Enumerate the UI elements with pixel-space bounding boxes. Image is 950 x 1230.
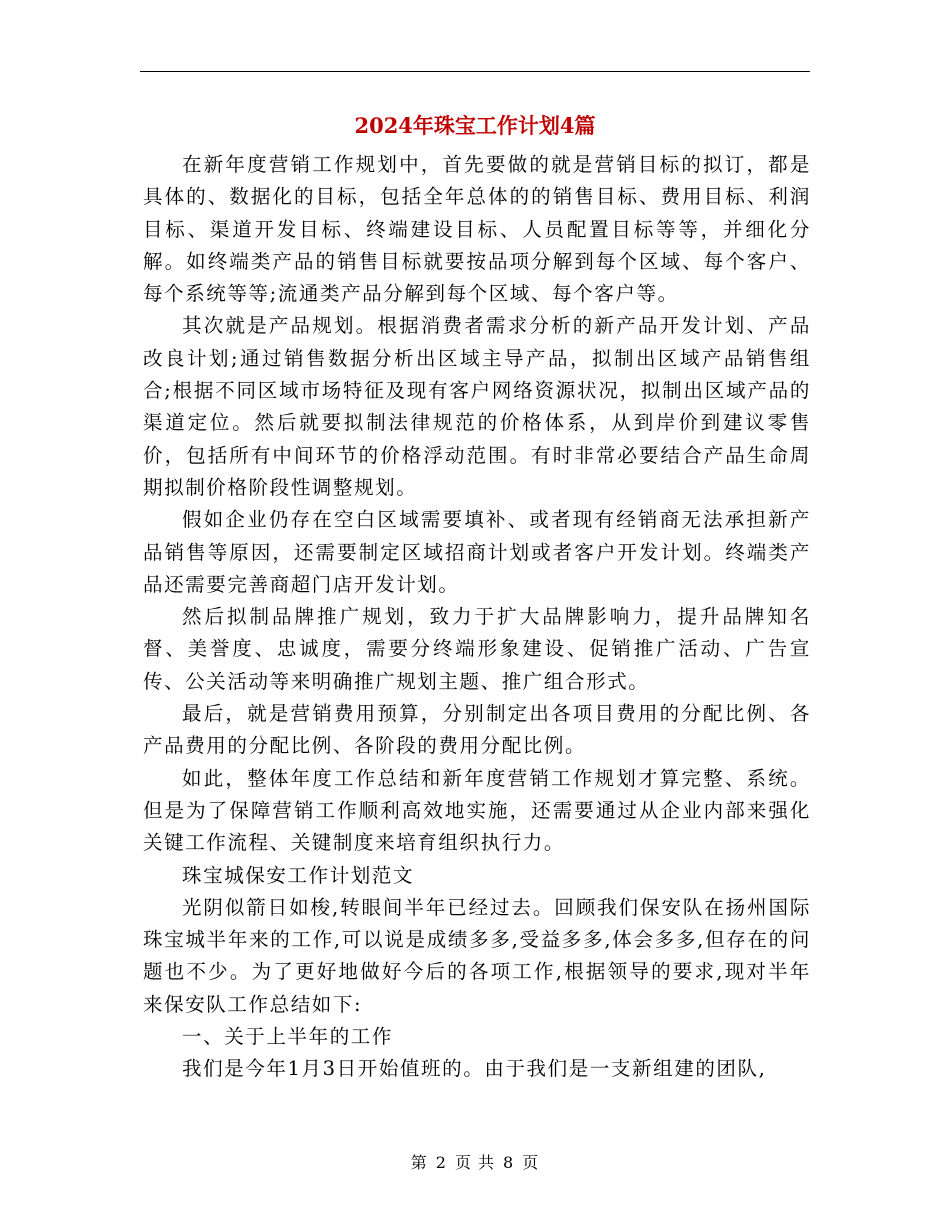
footer-total-pages: 8: [503, 1153, 515, 1172]
paragraph: 如此，整体年度工作总结和新年度营销工作规划才算完整、系统。但是为了保障营销工作顺利高效地实施，还需要通过从企业内部来强化关键工作流程、关键制度来培育组织执行力。: [143, 766, 811, 855]
paragraph: 最后，就是营销费用预算，分别制定出各项目费用的分配比例、各产品费用的分配比例、各阶段的费用分配比例。: [143, 702, 811, 758]
paragraph: 然后拟制品牌推广规划，致力于扩大品牌影响力，提升品牌知名督、美誉度、忠诚度，需要分终端形象建设、促销推广活动、广告宣传、公关活动等来明确推广规划主题、推广组合形式。: [143, 605, 811, 693]
footer-prefix: 第: [410, 1153, 428, 1172]
paragraph: 我们是今年1月3日开始值班的。由于我们是一支新组建的团队,: [182, 1057, 767, 1081]
section-heading: 一、关于上半年的工作: [182, 1025, 394, 1049]
document-title: 2024年珠宝工作计划4篇: [354, 113, 596, 138]
footer-middle: 页 共: [454, 1153, 496, 1172]
document-body: [143, 149, 811, 1086]
paragraph: 光阴似箭日如梭,转眼间半年已经过去。回顾我们保安队在扬州国际珠宝城半年来的工作,可以说是成绩多多,受益多多,体会多多,但存在的问题也不少。为了更好地做好今后的各项工作,根据领导的要求,现对半年来保安队工作总结如下:: [143, 895, 811, 1016]
page-footer: [0, 1152, 950, 1174]
footer-suffix: 页: [522, 1153, 540, 1172]
paragraph: 假如企业仍存在空白区域需要填补、或者现有经销商无法承担新产品销售等原因，还需要制定区域招商计划或者客户开发计划。终端类产品还需要完善商超门店开发计划。: [143, 508, 811, 596]
paragraph: 在新年度营销工作规划中，首先要做的就是营销目标的拟订，都是具体的、数据化的目标，包括全年总体的的销售目标、费用目标、利润目标、渠道开发目标、终端建设目标、人员配置目标等等，并细化分解。如终端类产品的销售目标就要按品项分解到每个区域、每个客户、每个系统等等;流通类产品分解到每个区域、每个客户等。: [143, 153, 811, 306]
header-rule: [140, 71, 810, 72]
footer-page-number: 2: [435, 1153, 447, 1172]
paragraph: 其次就是产品规划。根据消费者需求分析的新产品开发计划、产品改良计划;通过销售数据分析出区域主导产品，拟制出区域产品销售组合;根据不同区域市场特征及现有客户网络资源状况，拟制出区域产品的渠道定位。然后就要拟制法律规范的价格体系，从到岸价到建议零售价，包括所有中间环节的价格浮动范围。有时非常必要结合产品生命周期拟制价格阶段性调整规划。: [143, 314, 811, 499]
section-heading: 珠宝城保安工作计划范文: [182, 863, 415, 887]
